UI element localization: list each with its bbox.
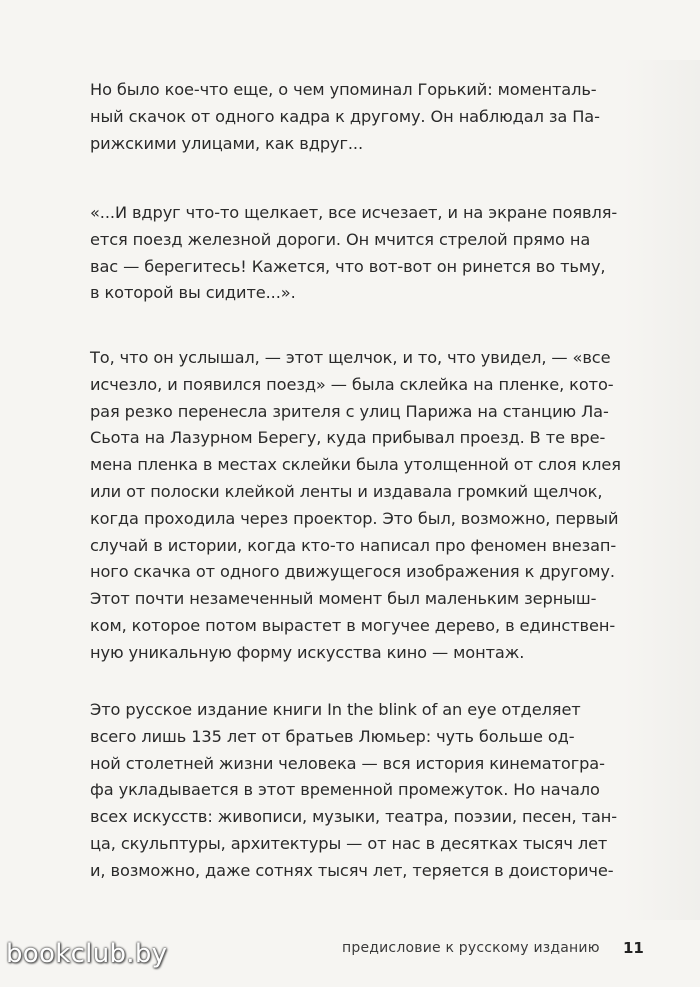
text-line: всего лишь 135 лет от братьев Люмьер: чуть больше од-	[90, 726, 575, 746]
text-line: ца, скульптуры, архитектуры — от нас в десятках тысяч лет	[90, 833, 608, 853]
text-line: ную уникальную форму искусства кино — монтаж.	[90, 642, 525, 662]
text-line: рая резко перенесла зрителя с улиц Парижа на станцию Ла-	[90, 401, 609, 421]
text-line: рижскими улицами, как вдруг...	[90, 133, 364, 153]
text-line: всех искусств: живописи, музыки, театра, поэзии, песен, тан-	[90, 807, 617, 827]
text-line: исчезло, и появился поезд» — была склейка на пленке, кото-	[90, 374, 614, 394]
text-line: когда проходила через проектор. Это был, возможно, первый	[90, 508, 619, 528]
facing-page-shadow	[622, 60, 700, 920]
paragraph-4	[90, 697, 620, 885]
watermark: bookclub.by	[6, 939, 168, 969]
paragraph-2-quote	[90, 200, 620, 307]
text-line: мена пленка в местах склейки была утолщенной от слоя клея	[90, 455, 621, 475]
text-line: ется поезд железной дороги. Он мчится стрелой прямо на	[90, 229, 591, 249]
text-line: Это русское издание книги In the blink of an eye отделяет	[90, 700, 581, 719]
paragraph-3	[90, 345, 620, 667]
text-line: ной столетней жизни человека — вся история кинематогра-	[90, 753, 605, 773]
text-line: ный скачок от одного кадра к другому. Он наблюдал за Па-	[90, 106, 600, 126]
text-line: фа укладывается в этот временной промежуток. Но начало	[90, 780, 600, 800]
text-line: вас — берегитесь! Кажется, что вот-вот он ринется во тьму,	[90, 256, 606, 276]
text-line: То, что он услышал, — этот щелчок, и то, что увидел, — «все	[90, 348, 611, 367]
running-title: предисловие к русскому изданию	[342, 940, 600, 956]
page-number: 11	[623, 939, 644, 957]
text-line: или от полоски клейкой ленты и издавала громкий щелчок,	[90, 481, 603, 501]
paragraph-1	[90, 77, 620, 157]
text-line: ком, которое потом вырастет в могучее дерево, в единствен-	[90, 615, 616, 635]
text-line: и, возможно, даже сотнях тысяч лет, теряется в доисториче-	[90, 860, 614, 880]
text-line: случай в истории, когда кто-то написал про феномен внезап-	[90, 535, 617, 555]
text-line: Этот почти незамеченный момент был маленьким зерныш-	[90, 589, 597, 609]
text-line: Но было кое-что еще, о чем упоминал Горький: моменталь-	[90, 80, 597, 99]
text-line: в которой вы сидите...».	[90, 283, 296, 303]
text-line: «...И вдруг что-то щелкает, все исчезает, и на экране появля-	[90, 203, 618, 222]
text-line: Сьота на Лазурном Берегу, куда прибывал проезд. В те вре-	[90, 428, 606, 448]
text-line: ного скачка от одного движущегося изображения к другому.	[90, 562, 615, 582]
